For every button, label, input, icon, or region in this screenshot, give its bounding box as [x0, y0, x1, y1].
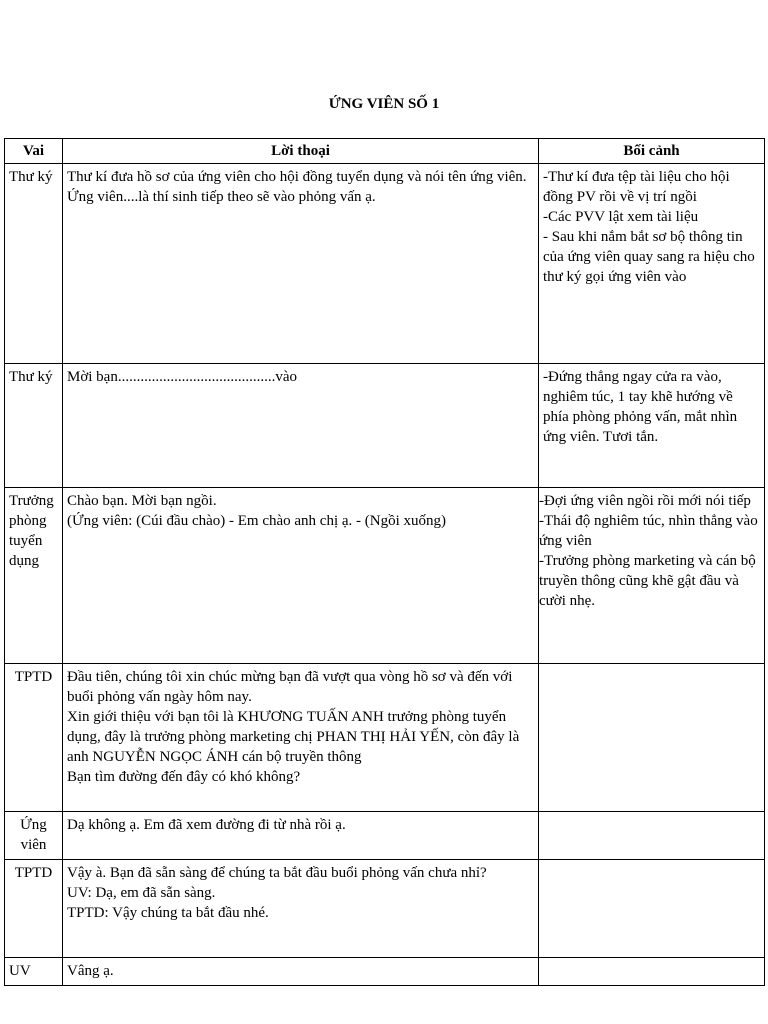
role-cell	[5, 488, 63, 664]
table-row	[5, 860, 765, 958]
dialogue-line: Vậy à. Bạn đã sẵn sàng để chúng ta bắt đầu buổi phỏng vấn chưa nhỉ?	[67, 865, 487, 881]
context-cell	[539, 958, 765, 986]
context-cell	[539, 860, 765, 958]
dialogue-line: Chào bạn. Mời bạn ngồi.	[67, 493, 217, 509]
dialogue-line: Xin giới thiệu với bạn tôi là KHƯƠNG TUẤN ANH trưởng phòng tuyển dụng, đây là trưởng phòng marketing chị PHAN THỊ HẢI YẾN, còn đây là anh NGUYỄN NGỌC ÁNH cán bộ truyền thông	[67, 709, 520, 765]
dialogue-cell	[63, 664, 539, 812]
context-line: -Thái độ nghiêm túc, nhìn thẳng vào ứng viên	[539, 513, 758, 549]
context-cell	[539, 664, 765, 812]
context-line: -Đợi ứng viên ngồi rồi mới nói tiếp	[539, 493, 751, 509]
table-row	[5, 164, 765, 364]
dialogue-line: Vâng ạ.	[67, 963, 114, 979]
context-cell	[539, 812, 765, 860]
role-cell	[5, 812, 63, 860]
context-cell	[539, 164, 765, 364]
header-dialogue: Lời thoại	[63, 139, 539, 164]
role-text: TPTD	[14, 669, 53, 685]
role-text: Ứng viên	[20, 817, 47, 853]
role-text: TPTD	[14, 865, 53, 881]
dialogue-cell	[63, 488, 539, 664]
dialogue-line: Mời bạn..........................................vào	[67, 369, 298, 385]
dialogue-line: Ứng viên....là thí sinh tiếp theo sẽ vào phỏng vấn ạ.	[67, 189, 376, 205]
dialogue-line: UV: Dạ, em đã sẵn sàng.	[67, 885, 216, 901]
table-row	[5, 958, 765, 986]
dialogue-cell	[63, 958, 539, 986]
role-cell	[5, 164, 63, 364]
role-text: Trưởng phòng tuyển dụng	[9, 493, 54, 569]
interview-script-table	[4, 138, 765, 986]
dialogue-line: Thư kí đưa hồ sơ của ứng viên cho hội đồng tuyển dụng và nói tên ứng viên.	[67, 169, 527, 185]
dialogue-line: Bạn tìm đường đến đây có khó không?	[67, 769, 301, 785]
context-line: -Đứng thẳng ngay cửa ra vào, nghiêm túc, 1 tay khẽ hướng về phía phòng phỏng vấn, mắt nhìn ứng viên. Tươi tắn.	[543, 369, 738, 445]
role-cell	[5, 958, 63, 986]
role-text: UV	[9, 963, 31, 979]
role-text: Thư ký	[9, 169, 53, 185]
context-cell	[539, 364, 765, 488]
dialogue-line: Dạ không ạ. Em đã xem đường đi từ nhà rồi ạ.	[67, 817, 346, 833]
context-line: -Trưởng phòng marketing và cán bộ truyền thông cũng khẽ gật đầu và cười nhẹ.	[539, 553, 756, 609]
dialogue-line: Đầu tiên, chúng tôi xin chúc mừng bạn đã vượt qua vòng hồ sơ và đến với buổi phỏng vấn ngày hôm nay.	[67, 669, 513, 705]
dialogue-cell	[63, 164, 539, 364]
document-title: ỨNG VIÊN SỐ 1	[328, 96, 440, 112]
table-row	[5, 488, 765, 664]
dialogue-cell	[63, 812, 539, 860]
table-header-row	[5, 139, 765, 164]
role-cell	[5, 364, 63, 488]
table-row	[5, 664, 765, 812]
dialogue-cell	[63, 364, 539, 488]
dialogue-cell	[63, 860, 539, 958]
context-line: -Các PVV lật xem tài liệu	[543, 209, 699, 225]
table-row	[5, 364, 765, 488]
role-text: Thư ký	[9, 369, 53, 385]
context-line: -Thư kí đưa tệp tài liệu cho hội đồng PV rồi về vị trí ngồi	[543, 169, 730, 205]
dialogue-line: TPTD: Vậy chúng ta bắt đầu nhé.	[67, 905, 269, 921]
header-context: Bối cảnh	[539, 139, 765, 164]
context-cell	[539, 488, 765, 664]
dialogue-line: (Ứng viên: (Cúi đầu chào) - Em chào anh chị ạ. - (Ngồi xuống)	[67, 513, 447, 529]
header-role: Vai	[5, 139, 63, 164]
role-cell	[5, 860, 63, 958]
context-line: - Sau khi nắm bắt sơ bộ thông tin của ứng viên quay sang ra hiệu cho thư ký gọi ứng viên vào	[543, 229, 755, 285]
role-cell	[5, 664, 63, 812]
table-row	[5, 812, 765, 860]
